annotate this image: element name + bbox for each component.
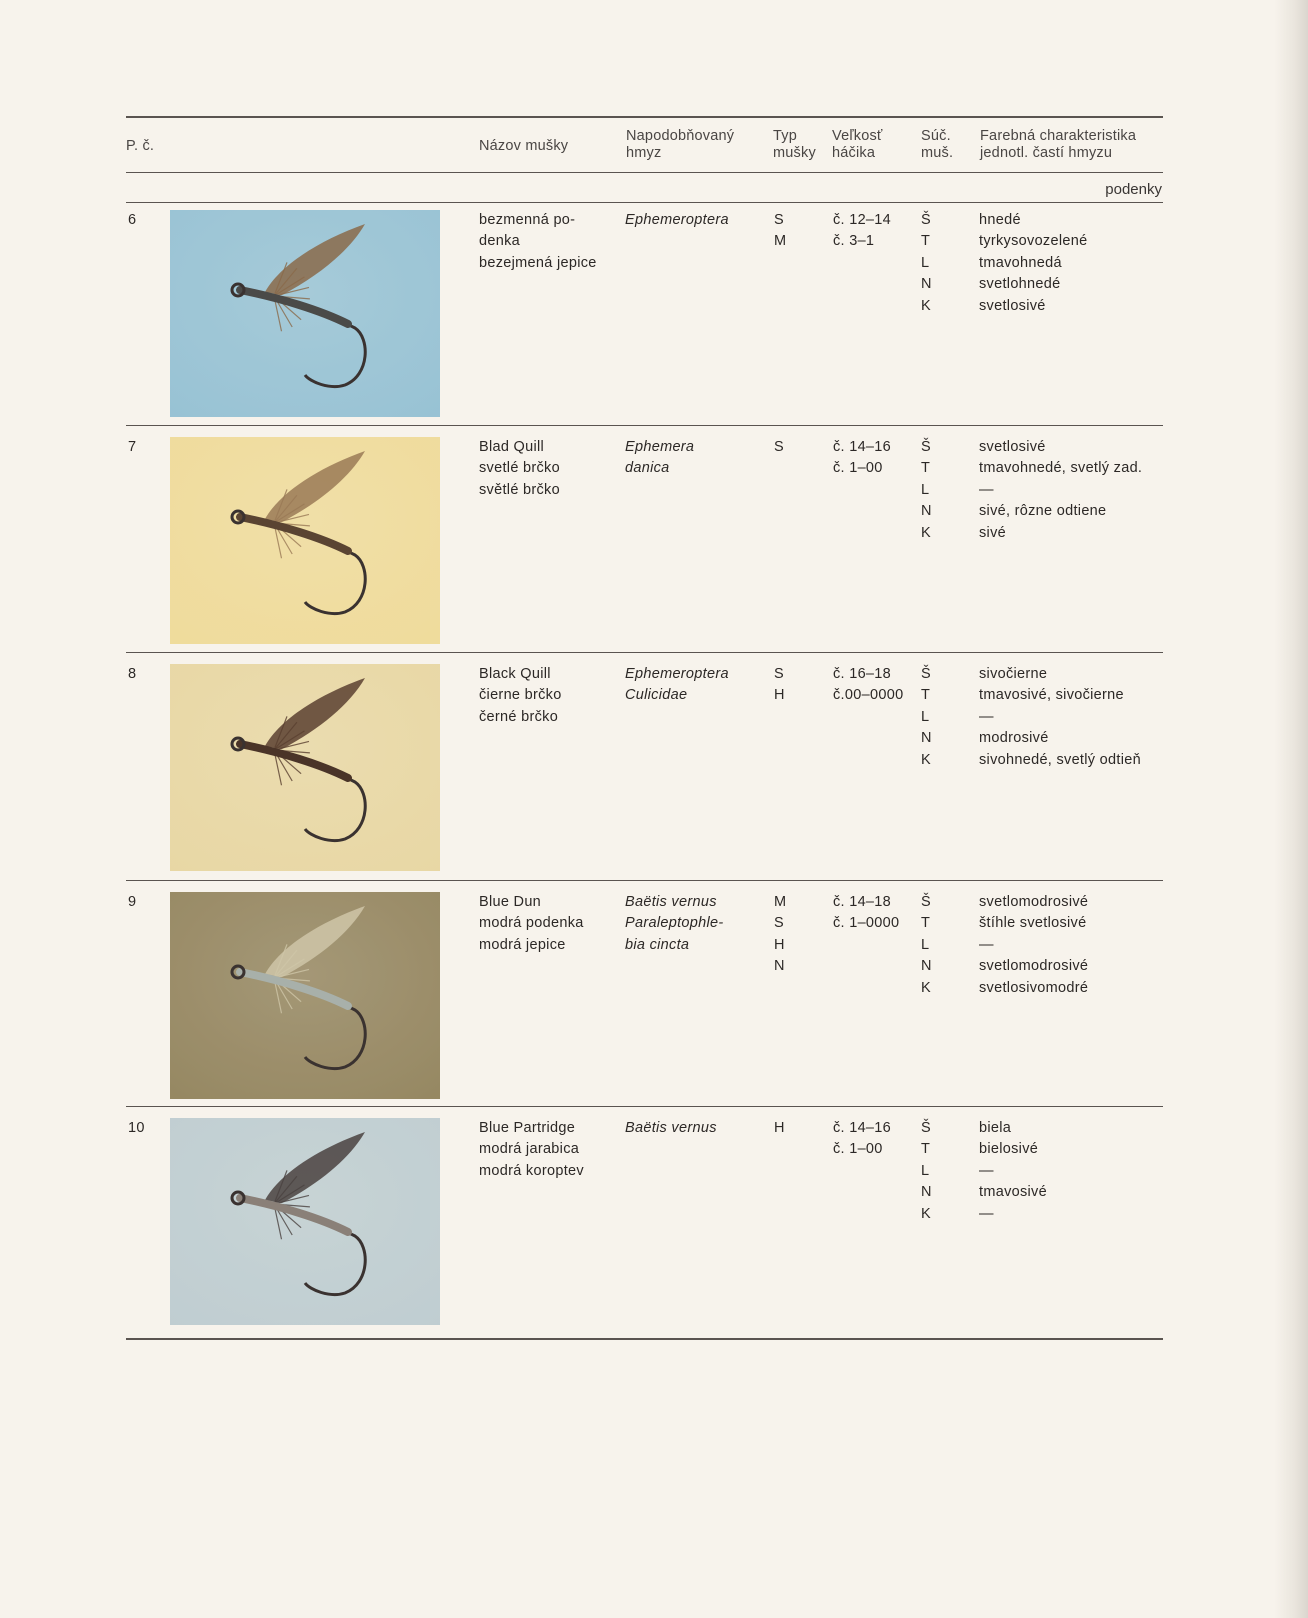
header-insect-line2: hmyz (626, 145, 662, 161)
fly-photo-art (170, 892, 440, 1099)
part-color (979, 664, 1141, 771)
fly-name-line: Blue Partridge (479, 1120, 576, 1136)
header-pc: P. č. (126, 138, 155, 154)
header-size (832, 128, 883, 162)
fly-part-line: N (921, 276, 932, 293)
part-color-line: hnedé (979, 212, 1021, 228)
hook-size-line: č. 16–18 (833, 666, 892, 682)
header-colors-line2: jednotl. častí hmyzu (980, 145, 1113, 161)
part-color-line: — (979, 1205, 994, 1222)
fly-name-line: Blad Quill (479, 439, 545, 455)
fly-part-line: L (921, 481, 930, 498)
part-color-line: sivočierne (979, 666, 1048, 682)
fly-photo-art (170, 210, 440, 417)
fly-type (774, 892, 786, 978)
imitated-insect-line: Baëtis vernus (625, 894, 717, 910)
row-separator (126, 1106, 1163, 1107)
table-bottom-rule (126, 1338, 1163, 1340)
part-color-line: sivé (979, 524, 1006, 541)
fly-part-line: N (921, 1184, 932, 1201)
hook-size (833, 437, 891, 480)
fly-type-line: H (774, 1120, 785, 1136)
fly-part-line: L (921, 254, 930, 271)
hook-size-line: č. 1–00 (833, 1141, 883, 1158)
section-rule (126, 202, 1163, 203)
fly-part-line: K (921, 524, 931, 541)
fly-photo-art (170, 437, 440, 644)
fly-photo (170, 437, 440, 644)
part-color-line: — (979, 1162, 994, 1179)
part-color-line: modrosivé (979, 730, 1049, 747)
fly-type-line: H (774, 687, 785, 704)
hook-size-line: č. 14–18 (833, 894, 892, 910)
imitated-insect-line: Paraleptophle- (625, 915, 724, 932)
fly-name-line: modrá koroptev (479, 1162, 584, 1179)
fly-type (774, 437, 784, 458)
fly-photo-art (170, 1118, 440, 1325)
header-size-line2: háčika (832, 145, 876, 161)
row-number: 8 (128, 666, 137, 682)
fly-part-line: Š (921, 212, 931, 228)
imitated-insect-line: Ephemeroptera (625, 212, 729, 228)
imitated-insect (625, 892, 724, 956)
fly-name-line: bezejmená jepice (479, 254, 597, 271)
imitated-insect (625, 210, 729, 231)
fly-name (479, 1118, 584, 1182)
fly-photo (170, 210, 440, 417)
header-colors (980, 128, 1136, 162)
fly-name-line: modrá podenka (479, 915, 584, 932)
part-color-line: svetlosivomodré (979, 979, 1089, 996)
fly-part-line: K (921, 979, 931, 996)
fly-part (921, 892, 932, 999)
fly-type-line: M (774, 233, 787, 250)
hook-size-line: č. 1–00 (833, 460, 883, 477)
fly-type-line: S (774, 666, 784, 682)
header-type (773, 128, 816, 162)
hook-size (833, 892, 899, 935)
fly-part-line: L (921, 708, 930, 725)
part-color-line: svetlohnedé (979, 276, 1061, 293)
fly-type-line: S (774, 439, 784, 455)
row-separator (126, 652, 1163, 653)
header-colors-line1: Farebná charakteristika (980, 128, 1137, 144)
header-parts (921, 128, 953, 162)
section-label: podenky (1105, 181, 1162, 198)
part-color-line: tmavohnedé, svetlý zad. (979, 460, 1143, 477)
header-top-rule (126, 116, 1163, 118)
fly-name (479, 892, 584, 956)
header-insect-line1: Napodobňovaný (626, 128, 735, 144)
hook-size-line: č. 14–16 (833, 439, 892, 455)
part-color-line: svetlomodrosivé (979, 894, 1089, 910)
fly-name-line: čierne brčko (479, 687, 562, 704)
part-color-line: svetlomodrosivé (979, 958, 1089, 975)
header-name: Názov mušky (479, 138, 569, 154)
fly-part-line: L (921, 936, 930, 953)
header-type-line1: Typ (773, 128, 797, 144)
fly-part-line: T (921, 687, 931, 704)
part-color-line: tmavosivé, sivočierne (979, 687, 1124, 704)
imitated-insect-line: Ephemeroptera (625, 666, 729, 682)
fly-name-line: svetlé brčko (479, 460, 560, 477)
fly-part-line: N (921, 503, 932, 520)
header-size-line1: Veľkosť (832, 128, 883, 144)
header-parts-line2: muš. (921, 145, 954, 161)
part-color-line: bielosivé (979, 1141, 1039, 1158)
part-color (979, 210, 1087, 317)
imitated-insect-line: bia cincta (625, 936, 690, 953)
fly-part-line: Š (921, 666, 931, 682)
fly-part-line: N (921, 958, 932, 975)
part-color-line: — (979, 708, 994, 725)
hook-size-line: č. 1–0000 (833, 915, 900, 932)
fly-part-line: T (921, 1141, 931, 1158)
part-color-line: štíhle svetlosivé (979, 915, 1087, 932)
fly-name-line: Black Quill (479, 666, 551, 682)
fly-name-line: světlé brčko (479, 481, 560, 498)
page-edge-shadow (1274, 0, 1308, 1618)
part-color-line: biela (979, 1120, 1012, 1136)
fly-photo (170, 892, 440, 1099)
part-color (979, 437, 1142, 544)
fly-part-line: N (921, 730, 932, 747)
part-color-line: tyrkysovozelené (979, 233, 1088, 250)
row-number: 10 (128, 1120, 145, 1136)
hook-size-line: č. 12–14 (833, 212, 892, 228)
row-separator (126, 425, 1163, 426)
fly-part-line: K (921, 297, 931, 314)
fly-photo (170, 1118, 440, 1325)
part-color-line: svetlosivé (979, 439, 1046, 455)
fly-part-line: T (921, 233, 931, 250)
header-insect (626, 128, 734, 162)
hook-size-line: č. 3–1 (833, 233, 875, 250)
imitated-insect (625, 437, 694, 480)
fly-type-line: N (774, 958, 785, 975)
row-number: 7 (128, 439, 137, 455)
fly-type-line: M (774, 894, 787, 910)
imitated-insect-line: Baëtis vernus (625, 1120, 717, 1136)
header-bottom-rule (126, 172, 1163, 173)
imitated-insect-line: Culicidae (625, 687, 688, 704)
fly-name-line: Blue Dun (479, 894, 542, 910)
fly-part (921, 210, 932, 317)
fly-photo-art (170, 664, 440, 871)
fly-type-line: H (774, 936, 785, 953)
hook-size (833, 210, 891, 253)
fly-type-line: S (774, 212, 784, 228)
fly-type (774, 210, 786, 253)
fly-name (479, 664, 562, 728)
fly-part-line: Š (921, 1120, 931, 1136)
fly-name-line: denka (479, 233, 521, 250)
hook-size-line: č.00–0000 (833, 687, 904, 704)
imitated-insect-line: Ephemera (625, 439, 695, 455)
imitated-insect-line: danica (625, 460, 670, 477)
fly-part-line: L (921, 1162, 930, 1179)
imitated-insect (625, 1118, 717, 1139)
fly-part-line: K (921, 1205, 931, 1222)
part-color-line: — (979, 481, 994, 498)
row-separator (126, 880, 1163, 881)
fly-name-line: modrá jarabica (479, 1141, 580, 1158)
fly-part-line: T (921, 460, 931, 477)
part-color-line: svetlosivé (979, 297, 1046, 314)
header-type-line2: mušky (773, 145, 816, 161)
part-color-line: sivé, rôzne odtiene (979, 503, 1107, 520)
part-color-line: tmavohnedá (979, 254, 1062, 271)
fly-part-line: T (921, 915, 931, 932)
hook-size-line: č. 14–16 (833, 1120, 892, 1136)
fly-type-line: S (774, 915, 784, 932)
fly-name-line: bezmenná po- (479, 212, 576, 228)
part-color-line: tmavosivé (979, 1184, 1047, 1201)
hook-size (833, 1118, 891, 1161)
header-parts-line1: Súč. (921, 128, 951, 144)
fly-part-line: Š (921, 439, 931, 455)
fly-name (479, 210, 597, 274)
fly-type (774, 664, 785, 707)
part-color-line: — (979, 936, 994, 953)
fly-part-line: Š (921, 894, 931, 910)
imitated-insect (625, 664, 729, 707)
fly-photo (170, 664, 440, 871)
fly-part (921, 437, 932, 544)
fly-name-line: černé brčko (479, 708, 559, 725)
fly-name (479, 437, 560, 501)
row-number: 6 (128, 212, 137, 228)
fly-part (921, 1118, 932, 1225)
part-color (979, 892, 1088, 999)
row-number: 9 (128, 894, 137, 910)
part-color-line: sivohnedé, svetlý odtieň (979, 751, 1141, 768)
fly-type (774, 1118, 785, 1139)
fly-part-line: K (921, 751, 931, 768)
fly-part (921, 664, 932, 771)
hook-size (833, 664, 903, 707)
part-color (979, 1118, 1047, 1225)
fly-name-line: modrá jepice (479, 936, 566, 953)
